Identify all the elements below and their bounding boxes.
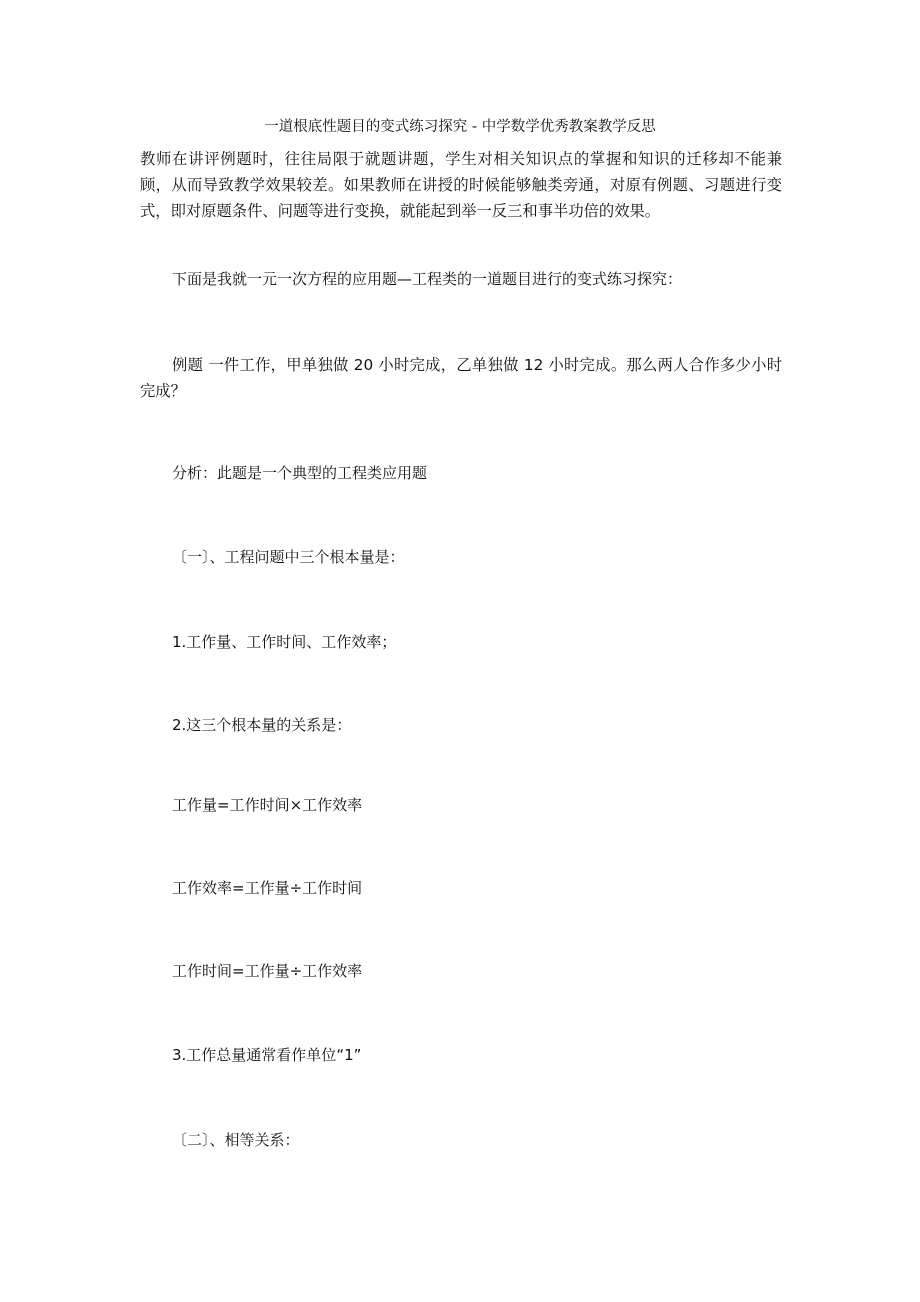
analysis-text: 分析：此题是一个典型的工程类应用题 [172,464,428,482]
list-item-2: 2.这三个根本量的关系是： [172,716,352,734]
formula-1: 工作量=工作时间×工作效率 [172,796,363,814]
formula-3: 工作时间=工作量÷工作效率 [172,962,363,980]
example-paragraph: 例题 一件工作，甲单独做 20 小时完成，乙单独做 12 小时完成。那么两人合作多少小时完成？ [140,356,782,400]
formula-2: 工作效率=工作量÷工作时间 [172,879,363,897]
intro-paragraph: 教师在讲评例题时，往往局限于就题讲题，学生对相关知识点的掌握和知识的迁移却不能兼顾，从而导致教学效果较差。如果教师在讲授的时候能够触类旁通，对原有例题、习题进行变式，即对原题条件、问题等进行变换，就能起到举一反三和事半功倍的效果。 [140,150,782,220]
list-item-1: 1.工作量、工作时间、工作效率； [172,633,397,651]
list-item-3: 3.工作总量通常看作单位“1” [172,1046,362,1064]
section-1-heading: 〔一〕、工程问题中三个根本量是： [172,548,405,566]
lead-paragraph: 下面是我就一元一次方程的应用题—工程类的一道题目进行的变式练习探究： [172,270,683,288]
section-2-heading: 〔二〕、相等关系： [172,1131,300,1149]
document-title: 一道根底性题目的变式练习探究 - 中学数学优秀教案教学反思 [264,119,656,135]
